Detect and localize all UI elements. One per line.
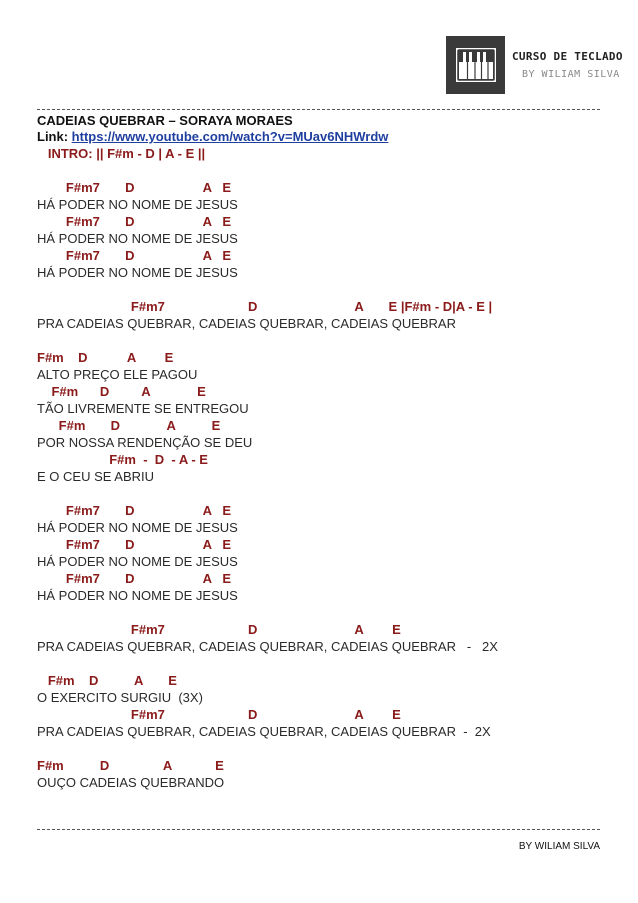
lyric-line: TÃO LIVREMENTE SE ENTREGOU <box>37 401 249 416</box>
lyric-line: OUÇO CADEIAS QUEBRANDO <box>37 775 225 790</box>
chord-line: F#m7 D A E <box>37 622 401 637</box>
piano-keys-icon <box>446 36 505 94</box>
song-title: CADEIAS QUEBRAR – SORAYA MORAES <box>37 113 293 128</box>
lyric-line: HÁ PODER NO NOME DE JESUS <box>37 265 238 280</box>
intro-line: INTRO: || F#m - D | A - E || <box>37 146 206 161</box>
footer-credit: BY WILIAM SILVA <box>518 841 600 852</box>
chord-line: F#m D A E <box>37 758 224 773</box>
lyric-line: O EXERCITO SURGIU (3X) <box>37 690 203 705</box>
lyric-line: E O CEU SE ABRIU <box>37 469 155 484</box>
lyric-line: HÁ PODER NO NOME DE JESUS <box>37 197 238 212</box>
chord-line: F#m7 D A E <box>37 707 401 722</box>
logo-title: CURSO DE TECLADO <box>512 50 623 63</box>
brand-logo <box>446 36 623 94</box>
chord-line: F#m7 D A E <box>37 571 232 586</box>
chord-line: F#m D A E <box>37 418 221 433</box>
logo-subtitle: BY WILIAM SILVA <box>522 69 620 80</box>
header-divider <box>37 109 600 110</box>
lyric-line: HÁ PODER NO NOME DE JESUS <box>37 231 238 246</box>
chord-line: F#m D A E <box>37 673 177 688</box>
link-label: Link: <box>37 129 72 144</box>
chord-line: F#m D A E <box>37 350 174 365</box>
footer-divider <box>37 829 600 830</box>
chord-line: F#m7 D A E <box>37 503 232 518</box>
chord-line: F#m7 D A E <box>37 214 232 229</box>
lyric-line: HÁ PODER NO NOME DE JESUS <box>37 554 238 569</box>
youtube-link[interactable]: https://www.youtube.com/watch?v=MUav6NHWrdw <box>71 129 389 144</box>
lyric-line: HÁ PODER NO NOME DE JESUS <box>37 520 238 535</box>
chord-line: F#m7 D A E <box>37 248 232 263</box>
lyric-line: PRA CADEIAS QUEBRAR, CADEIAS QUEBRAR, CADEIAS QUEBRAR <box>37 316 456 331</box>
chord-line: F#m D A E <box>37 384 206 399</box>
lyric-line: POR NOSSA RENDENÇÃO SE DEU <box>37 435 253 450</box>
lyric-line: HÁ PODER NO NOME DE JESUS <box>37 588 238 603</box>
chord-line: F#m7 D A E <box>37 537 232 552</box>
chord-line: F#m7 D A E |F#m - D|A - E | <box>37 299 493 314</box>
lyric-line: ALTO PREÇO ELE PAGOU <box>37 367 198 382</box>
lyric-line: PRA CADEIAS QUEBRAR, CADEIAS QUEBRAR, CADEIAS QUEBRAR - 2X <box>37 639 498 654</box>
chord-line: F#m - D - A - E <box>37 452 208 467</box>
song-link <box>37 129 388 145</box>
chord-line: F#m7 D A E <box>37 180 232 195</box>
lyric-line: PRA CADEIAS QUEBRAR, CADEIAS QUEBRAR, CADEIAS QUEBRAR - 2X <box>37 724 491 739</box>
